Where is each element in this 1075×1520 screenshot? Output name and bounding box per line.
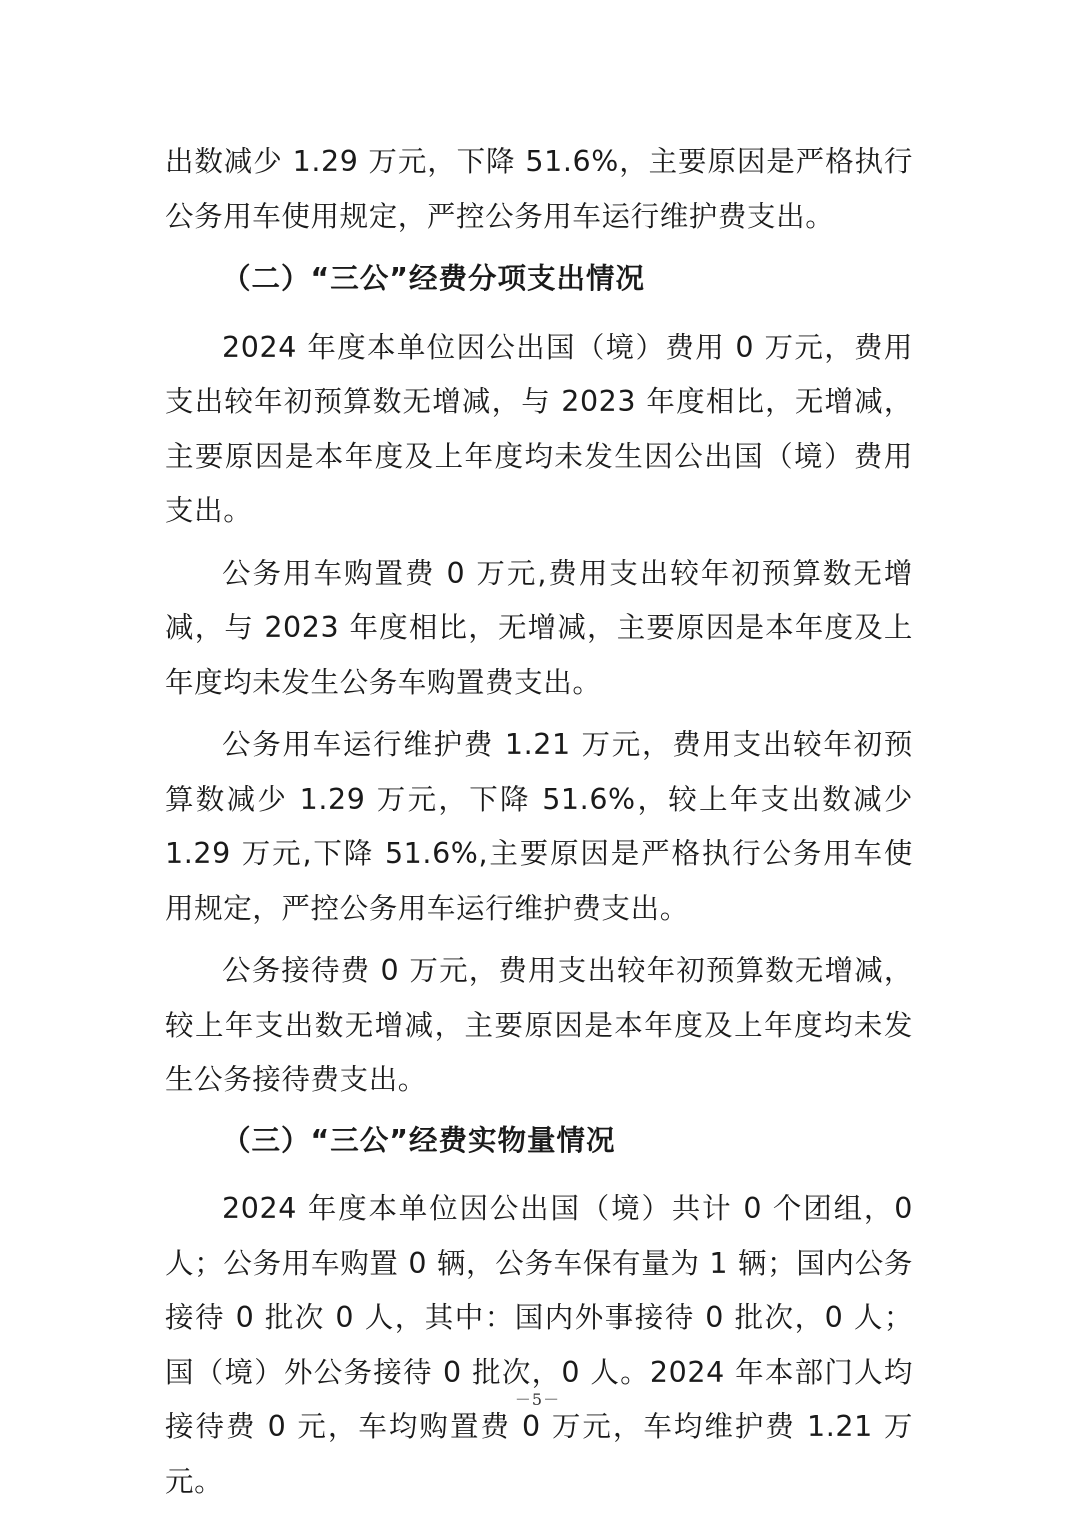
section-heading-breakdown: （二）“三公”经费分项支出情况	[222, 262, 645, 295]
page-number: －5－	[514, 1390, 561, 1409]
document-body	[165, 135, 913, 1509]
section-heading-physical-quantity: （三）“三公”经费实物量情况	[222, 1123, 616, 1157]
paragraph-physical-quantity: 2024 年度本单位因公出国（境）共计 0 个团组，0 人；公务用车购置 0 辆，公务车保有量为 1 辆；国内公务接待 0 批次 0 人，其中：国内外事接待 0 批次，0 人；国（境）外公务接待 0 批次，0 人。2024 年本部门人均接待费 0 元，车均购置费 0 万元，车均维护费 1.21 万元。	[165, 1192, 913, 1498]
paragraph-vehicle-operation: 公务用车运行维护费 1.21 万元，费用支出较年初预算数减少 1.29 万元，下降 51.6%，较上年支出数减少 1.29 万元,下降 51.6%,主要原因是严格执行公务用车使用规定，严控公务用车运行维护费支出。	[165, 728, 913, 925]
paragraph-reception: 公务接待费 0 万元，费用支出较年初预算数无增减，较上年支出数无增减，主要原因是本年度及上年度均未发生公务接待费支出。	[165, 954, 913, 1096]
paragraph-continuation: 出数减少 1.29 万元，下降 51.6%，主要原因是严格执行公务用车使用规定，严控公务用车运行维护费支出。	[165, 145, 913, 233]
paragraph-vehicle-purchase: 公务用车购置费 0 万元,费用支出较年初预算数无增减，与 2023 年度相比，无增减，主要原因是本年度及上年度均未发生公务车购置费支出。	[165, 556, 913, 699]
paragraph-overseas-travel: 2024 年度本单位因公出国（境）费用 0 万元，费用支出较年初预算数无增减，与 2023 年度相比，无增减，主要原因是本年度及上年度均未发生因公出国（境）费用支出。	[165, 330, 913, 527]
